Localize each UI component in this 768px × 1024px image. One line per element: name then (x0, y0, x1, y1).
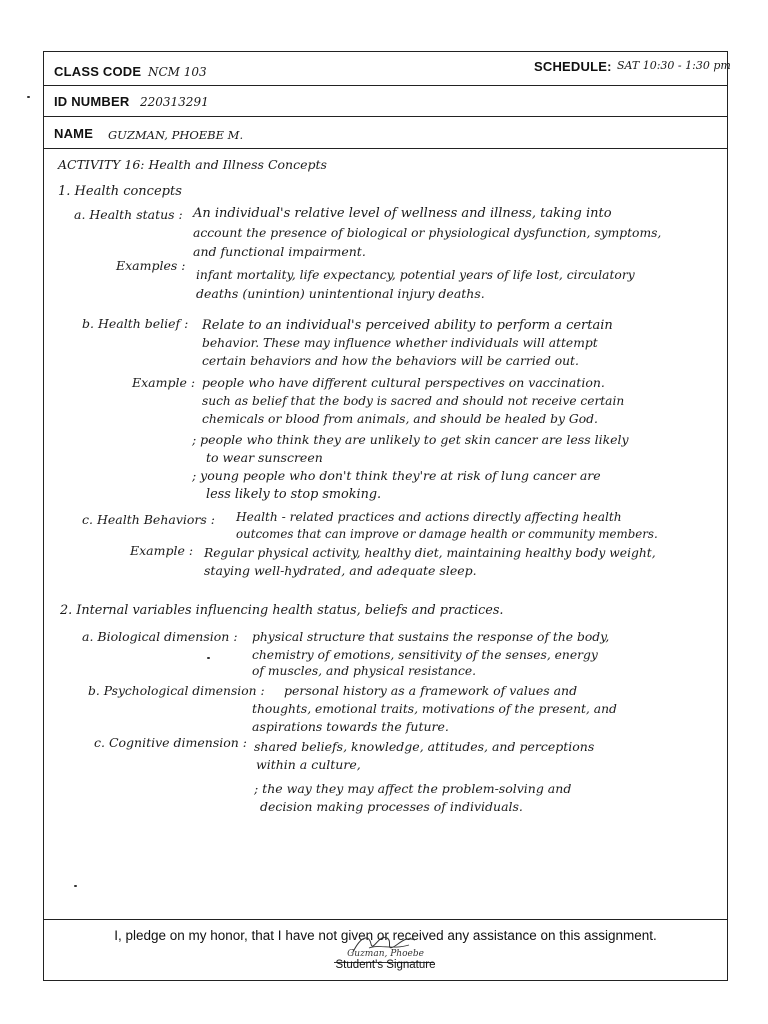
psychological-dimension-line: personal history as a framework of values and (284, 683, 578, 698)
health-behaviors-example-line: Regular physical activity, healthy diet, maintaining healthy body weight, (204, 546, 656, 560)
health-behaviors-example-label: Example : (130, 543, 194, 558)
margin-speck (27, 96, 30, 98)
name-value: GUZMAN, PHOEBE M. (108, 128, 244, 142)
pledge-section (44, 919, 727, 980)
section1-heading: 1. Health concepts (58, 184, 182, 199)
id-number-label: ID NUMBER (54, 94, 130, 109)
biological-dimension-label: a. Biological dimension : (82, 629, 238, 644)
cognitive-dimension-label: c. Cognitive dimension : (94, 735, 248, 750)
biological-dimension-line: chemistry of emotions, sensitivity of the senses, energy (252, 648, 598, 662)
health-status-line: account the presence of biological or physiological dysfunction, symptoms, (193, 226, 662, 240)
id-number-row (44, 86, 727, 117)
health-belief-example-line: ; people who think they are unlikely to get skin cancer are less likely (192, 432, 629, 447)
ink-speck (74, 885, 77, 887)
health-belief-example-line: people who have different cultural perspectives on vaccination. (202, 375, 605, 390)
health-status-example-line: deaths (unintion) unintentional injury deaths. (196, 286, 485, 301)
health-belief-example-line: to wear sunscreen (206, 450, 323, 465)
name-row (44, 117, 727, 149)
health-behaviors-line: outcomes that can improve or damage health or community members. (236, 527, 658, 541)
health-belief-line: Relate to an individual's perceived ability to perform a certain (202, 318, 613, 333)
schedule-value: SAT 10:30 - 1:30 pm (617, 59, 731, 72)
biological-dimension-line: physical structure that sustains the response of the body, (252, 630, 610, 644)
schedule-label: SCHEDULE: (534, 59, 612, 74)
id-number-value: 220313291 (140, 95, 209, 109)
class-code-label: CLASS CODE (54, 64, 142, 79)
health-belief-example-label: Example : (132, 375, 196, 390)
class-code-row (44, 52, 731, 86)
psychological-dimension-line: thoughts, emotional traits, motivations of the present, and (252, 702, 617, 716)
name-label: NAME (54, 126, 94, 141)
signature-name: Guzman, Phoebe (347, 949, 424, 959)
psychological-dimension-line: aspirations towards the future. (252, 719, 449, 734)
health-belief-example-line: such as belief that the body is sacred and should not receive certain (202, 394, 625, 408)
cognitive-dimension-line: decision making processes of individuals. (260, 799, 523, 814)
ink-speck (207, 657, 210, 659)
health-belief-example-line: ; young people who don't think they're at risk of lung cancer are (192, 468, 601, 483)
health-status-label: a. Health status : (74, 207, 183, 222)
health-status-line: and functional impairment. (193, 244, 366, 259)
pledge-text: I, pledge on my honor, that I have not given or received any assistance on this assignment. (114, 928, 657, 943)
health-belief-line: certain behaviors and how the behaviors will be carried out. (202, 354, 579, 368)
signature-label: Student's Signature (335, 959, 436, 971)
psychological-dimension-label: b. Psychological dimension : (88, 684, 265, 698)
cognitive-dimension-line: within a culture, (256, 757, 361, 772)
health-behaviors-line: Health - related practices and actions directly affecting health (236, 510, 622, 524)
health-belief-label: b. Health belief : (82, 316, 189, 331)
class-code-value: NCM 103 (148, 65, 207, 79)
health-status-example-line: infant mortality, life expectancy, potential years of life lost, circulatory (196, 268, 635, 282)
health-belief-line: behavior. These may influence whether individuals will attempt (202, 336, 598, 350)
answer-content (44, 149, 727, 919)
activity-title: ACTIVITY 16: Health and Illness Concepts (58, 157, 327, 172)
health-status-example-label: Examples : (116, 258, 186, 273)
health-belief-example-line: chemicals or blood from animals, and should be healed by God. (202, 412, 598, 426)
health-behaviors-example-line: staying well-hydrated, and adequate sleep. (204, 563, 477, 578)
worksheet (43, 51, 731, 981)
health-belief-example-line: less likely to stop smoking. (206, 487, 382, 502)
section2-heading: 2. Internal variables influencing health status, beliefs and practices. (60, 603, 504, 618)
biological-dimension-line: of muscles, and physical resistance. (252, 664, 477, 678)
cognitive-dimension-line: ; the way they may affect the problem-solving and (254, 781, 572, 796)
health-status-line: An individual's relative level of wellness and illness, taking into (193, 206, 612, 221)
cognitive-dimension-line: shared beliefs, knowledge, attitudes, and perceptions (254, 739, 595, 754)
health-behaviors-label: c. Health Behaviors : (82, 512, 215, 527)
